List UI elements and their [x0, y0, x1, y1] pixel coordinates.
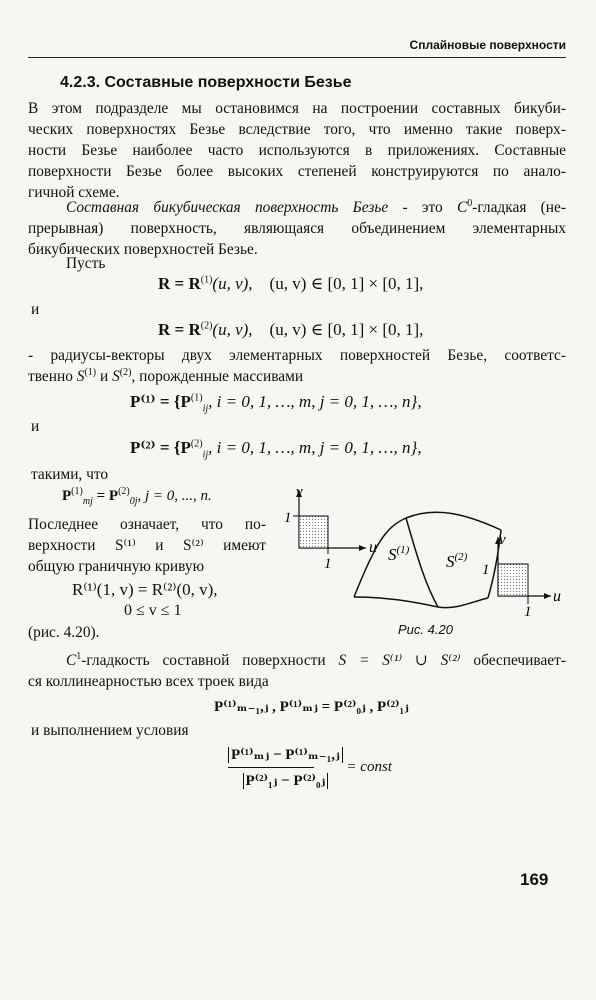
definition-term: Составная бикубическая поверхность Безье: [66, 199, 389, 216]
figure-4-20: [266, 482, 566, 632]
text-line: [28, 650, 566, 671]
equation-rhs: = const: [346, 759, 392, 775]
equation-2: [158, 320, 423, 340]
eq-rest: , i = 0, 1, …, m, j = 0, 1, …, n},: [208, 392, 422, 411]
page-number: 169: [520, 870, 549, 889]
text-fragment: -гладкость составной поверхности: [81, 652, 339, 669]
eq-rest: , i = 0, 1, …, m, j = 0, 1, …, n},: [208, 438, 422, 457]
axis-label-u: u: [369, 539, 377, 556]
eq-sup: (1): [71, 486, 83, 497]
header-rule: [28, 57, 566, 58]
eq-body: P⁽¹⁾ = {P: [130, 392, 191, 411]
figure-caption: Рис. 4.20: [398, 622, 453, 637]
eq-sub: mj: [82, 496, 93, 507]
equation-5: [62, 488, 212, 505]
eq-sup: (1): [200, 274, 213, 286]
eq-cond: (u, v) ∈ [0, 1] × [0, 1],: [269, 320, 424, 339]
text-line: ческих поверхностях Безье вследствие того, что именно такие поверх-: [28, 121, 566, 138]
math-sup: 1: [76, 650, 82, 662]
word-and-2: и: [31, 418, 40, 435]
text-line: гичной схеме.: [28, 184, 120, 201]
math-sup: 0: [467, 197, 473, 209]
eq-lhs: R = R: [158, 274, 201, 293]
eq-rest: , j = 0, ..., n.: [137, 488, 212, 504]
equation-8: P⁽¹⁾ₘ₋₁,ⱼ , P⁽¹⁾ₘⱼ = P⁽²⁾₀ⱼ , P⁽²⁾₁ⱼ: [214, 699, 409, 715]
section-title: 4.2.3. Составные поверхности Безье: [60, 74, 352, 91]
surface-patches: [354, 512, 501, 607]
eq-cond: (u, v) ∈ [0, 1] × [0, 1],: [269, 274, 424, 293]
text-line: [28, 366, 566, 387]
eq-args: (u, v),: [212, 320, 253, 339]
word-and-1: и: [31, 301, 40, 318]
eq-body: P⁽²⁾ = {P: [130, 438, 191, 457]
math-c: C: [66, 652, 77, 669]
side-paragraph: [28, 514, 266, 577]
text-fragment: - это: [388, 199, 457, 216]
paragraph-condition: и выполнением условия: [31, 722, 189, 739]
equation-6: R⁽¹⁾(1, v) = R⁽²⁾(0, v),: [72, 580, 218, 599]
text-line: общую граничную кривую: [28, 558, 205, 575]
eq-args: (u, v),: [212, 274, 253, 293]
equation-4: [130, 438, 422, 461]
axis-label-u: u: [553, 588, 561, 605]
text-fragment: , порожденные массивами: [131, 368, 304, 385]
text-line: Последнее означает, что по-: [28, 516, 266, 533]
paragraph-intro: [28, 98, 566, 203]
tick-label-1: 1: [524, 604, 532, 620]
text-line: бикубических поверхностей Безье.: [28, 241, 258, 258]
equation-1: [158, 274, 423, 294]
text-fragment: и: [96, 368, 113, 385]
text-line: прерывная) поверхность, являющаяся объединением элементарных: [28, 220, 566, 237]
running-header: Сплайновые поверхности: [409, 38, 566, 52]
math-sup: (2): [119, 366, 132, 378]
equation-7: 0 ≤ v ≤ 1: [124, 602, 182, 619]
fraction-numerator: P⁽¹⁾ₘⱼ − P⁽¹⁾ₘ₋₁,ⱼ: [228, 747, 343, 763]
eq-sub: 0j: [129, 496, 138, 507]
text-line: поверхности Безье более высоких степеней конструируются по анало-: [28, 163, 566, 180]
text-line: [28, 197, 566, 218]
text-line: В этом подразделе мы остановимся на построении составных бикуби-: [28, 100, 566, 117]
param-square-left: [284, 484, 377, 572]
math-s: S: [76, 368, 85, 385]
eq-sub: ij: [202, 403, 209, 415]
text-fragment: твенно: [28, 368, 77, 385]
figure-ref: (рис. 4.20).: [28, 624, 100, 641]
text-line: - радиусы-векторы двух элементарных поверхностей Безье, соответс-: [28, 347, 566, 364]
eq-sup: (1): [190, 392, 203, 404]
word-such-that: такими, что: [31, 466, 109, 483]
word-let: Пусть: [66, 255, 106, 272]
equation-9: [228, 745, 392, 790]
paragraph-radius-vectors: [28, 345, 566, 387]
label-s1: $S^{(1)}$: [388, 544, 410, 564]
math-s: S: [112, 368, 120, 385]
eq-body: = P: [92, 488, 119, 504]
tick-label-1: 1: [324, 556, 332, 572]
eq-sub: ij: [202, 449, 209, 461]
tick-label-1: 1: [284, 510, 292, 526]
text-line: ся коллинеарностью всех троек вида: [28, 673, 269, 690]
axis-label-v: v: [296, 484, 303, 500]
math-c: C: [456, 199, 468, 216]
text-line: верхности S⁽¹⁾ и S⁽²⁾ имеют: [28, 537, 266, 554]
eq-lhs: R = R: [158, 320, 201, 339]
paragraph-smoothness: [28, 650, 566, 692]
eq-sup: (2): [190, 438, 203, 450]
eq-sup: (2): [118, 486, 130, 497]
math-sup: (1): [84, 366, 97, 378]
text-fragment: обеспечивает-: [460, 652, 566, 669]
fraction-denominator: P⁽²⁾₁ⱼ − P⁽²⁾₀ⱼ: [243, 773, 329, 789]
label-s2: $S^{(2)}$: [446, 551, 468, 571]
tick-label-1: 1: [482, 562, 490, 578]
math-union: S = S⁽¹⁾ ∪ S⁽²⁾: [338, 652, 461, 669]
axis-label-v: v: [499, 532, 506, 548]
equation-3: [130, 392, 422, 415]
paragraph-definition: [28, 197, 566, 260]
eq-body: P: [62, 488, 72, 504]
text-line: ности Безье наиболее часто используются в приложениях. Составные: [28, 142, 566, 159]
eq-sup: (2): [200, 320, 213, 332]
text-fragment: -гладкая (не-: [472, 199, 566, 216]
